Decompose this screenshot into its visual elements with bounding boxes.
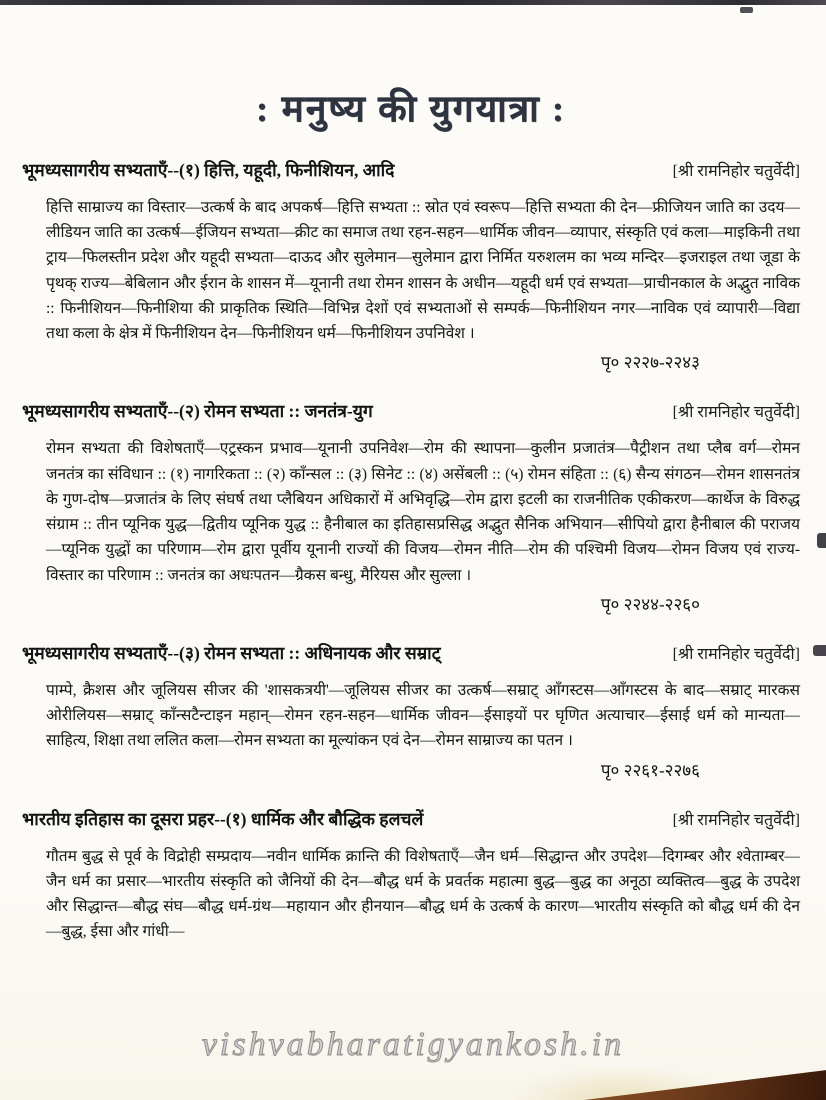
section-author: [श्री रामनिहोर चतुर्वेदी] bbox=[672, 162, 800, 180]
section-mediterranean-2 bbox=[22, 399, 800, 615]
page-title: : मनुष्य की युगयात्रा : bbox=[255, 88, 567, 130]
section-topics: गौतम बुद्ध से पूर्व के विद्रोही सम्प्रदाय—नवीन धार्मिक क्रान्ति की विशेषताएँ—जैन धर्म—सिद्धान्त और उपदेश—दिगम्बर और श्वेताम्बर—जैन धर्म का प्रसार—भारतीय संस्कृति को जैनियों की देन—बौद्ध धर्म के प्रवर्तक महात्मा बुद्ध—बुद्ध का अनूठा व्यक्तित्व—बुद्ध के उपदेश और सिद्धान्त—बौद्ध संघ—बौद्ध धर्म-ग्रंथ—महायान और हीनयान—बौद्ध धर्म के उत्कर्ष के कारण—भारतीय संस्कृति को बौद्ध धर्म की देन—बुद्ध, ईसा और गांधी— bbox=[46, 847, 800, 941]
section-page-range: पृ० २२२७-२२४३ bbox=[600, 353, 700, 373]
section-mediterranean-3 bbox=[22, 641, 800, 781]
scan-edge-top bbox=[0, 0, 826, 5]
section-topics: पाम्पे, क्रैशस और जूलियस सीजर की 'शासकत्रयी'—जूलियस सीजर का उत्कर्ष—सम्राट् आँगस्टस—आँगस्टस के बाद—सम्राट् मारकस ओरीलियस—सम्राट् काँन्सटैन्टाइन महान्—रोमन रहन-सहन—धार्मिक जीवन—ईसाइयों पर घृणित अत्याचार—ईसाई धर्म को मान्यता—साहित्य, शिक्षा तथा ललित कला—रोमन सभ्यता का मूल्यांकन एवं देन—रोमन साम्राज्य का पतन । bbox=[46, 681, 800, 750]
section-head bbox=[22, 399, 800, 423]
section-indian-history-1 bbox=[22, 807, 800, 945]
section-page-range: पृ० २२६१-२२७६ bbox=[600, 760, 700, 780]
scan-mark-right-lower bbox=[813, 645, 826, 656]
section-head bbox=[22, 807, 800, 831]
section-heading: भारतीय इतिहास का दूसरा प्रहर--(१) धार्मिक और बौद्धिक हलचलें bbox=[22, 808, 424, 829]
site-watermark: vishvabharatigyankosh.in bbox=[201, 1026, 625, 1063]
scan-mark-top-right bbox=[740, 7, 753, 13]
section-author: [श्री रामनिहोर चतुर्वेदी] bbox=[672, 404, 800, 422]
section-page-range: पृ० २२४४-२२६० bbox=[600, 594, 700, 614]
section-mediterranean-1 bbox=[22, 158, 800, 374]
section-heading: भूमध्यसागरीय सभ्यताएँ--(१) हित्ति, यहूदी, फिनीशियन, आदि bbox=[22, 159, 395, 180]
section-topics: हित्ति साम्राज्य का विस्तार—उत्कर्ष के बाद अपकर्ष—हित्ति सभ्यता :: स्रोत एवं स्वरूप—हित्ति सभ्यता की देन—फ्रीजियन जाति का उदय—लीडियन जाति का उत्कर्ष—ईजियन सभ्यता—क्रीट का समाज तथा रहन-सहन—धार्मिक जीवन—व्यापार, संस्कृति एवं कला—माइकिनी तथा ट्राय—फिलस्तीन प्रदेश और यहूदी सभ्यता—दाऊद और सुलेमान—सुलेमान द्वारा निर्मित यरुशलम का भव्य मन्दिर—इजराइल तथा जूडा के पृथक् राज्य—बेबिलान और ईरान के शासन में—यूनानी तथा रोमन शासन के अधीन—यहूदी धर्म एवं सभ्यता—प्राचीनकाल के अद्भुत नाविक :: फिनीशियन—फिनीशिया की प्राकृतिक स्थिति—विभिन्न देशों एवं सभ्यताओं से सम्पर्क—फिनीशियन नगर—नाविक एवं व्यापारी—विद्या तथा कला के क्षेत्र में फिनीशियन देन—फिनीशियन धर्म—फिनीशियन उपनिवेश । bbox=[46, 198, 800, 343]
section-author: [श्री रामनिहोर चतुर्वेदी] bbox=[672, 811, 800, 829]
section-topics: रोमन सभ्यता की विशेषताएँ—एट्रस्कन प्रभाव—यूनानी उपनिवेश—रोम की स्थापना—कुलीन प्रजातंत्र—पैट्रीशन तथा प्लैब वर्ग—रोमन जनतंत्र का संविधान :: (१) नागरिकता :: (२) काँन्सल :: (३) सिनेट :: (४) असेंबली :: (५) रोमन संहिता :: (६) सैन्य संगठन—रोमन शासनतंत्र के गुण-दोष—प्रजातंत्र के लिए संघर्ष तथा प्लैबियन अधिकारों में अभिवृद्धि—रोम द्वारा इटली का राजनीतिक एकीकरण—कार्थेज के विरुद्ध संग्राम :: तीन प्यूनिक युद्ध—द्वितीय प्यूनिक युद्ध :: हैनीबाल का इतिहासप्रसिद्ध अद्भुत सैनिक अभियान—सीपियो द्वारा हैनीबाल की पराजय—प्यूनिक युद्धों का परिणाम—रोम द्वारा पूर्वीय यूनानी राज्यों की विजय—रोमन नीति—रोम की पश्चिमी विजय—रोमन विजय एवं राज्य-विस्तार का परिणाम :: जनतंत्र का अधःपतन—ग्रैकस बन्धु, मैरियस और सुल्ला । bbox=[46, 440, 800, 584]
section-head bbox=[22, 158, 800, 182]
section-author: [श्री रामनिहोर चतुर्वेदी] bbox=[672, 645, 800, 663]
section-heading: भूमध्यसागरीय सभ्यताएँ--(३) रोमन सभ्यता :: अधिनायक और सम्राट् bbox=[22, 642, 441, 663]
section-head bbox=[22, 641, 800, 665]
section-heading: भूमध्यसागरीय सभ्यताएँ--(२) रोमन सभ्यता :: जनतंत्र-युग bbox=[22, 401, 373, 422]
scan-mark-right-upper bbox=[817, 533, 826, 548]
